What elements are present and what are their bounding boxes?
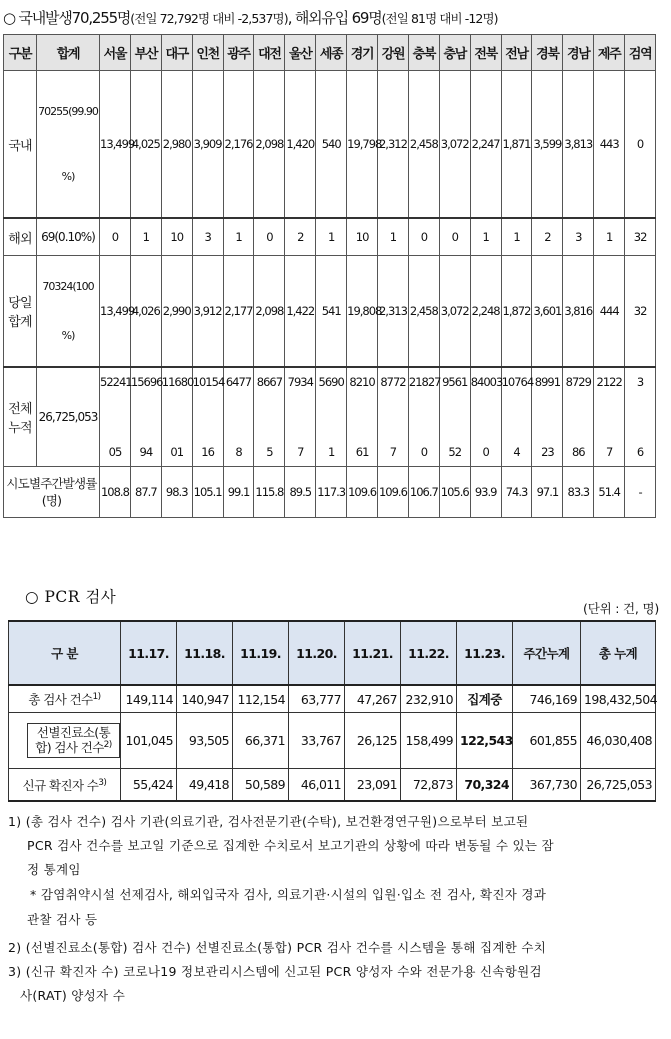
cell-split — [440, 375, 470, 459]
row-label: 해외 — [4, 218, 37, 256]
table-cell — [161, 367, 192, 467]
cell-top: 3 — [636, 375, 644, 389]
note-3-line1: 3) (신규 확진자 수) 코로나19 정보관리시스템에 신고된 PCR 양성자 수와 전문가용 신속항원검 — [8, 964, 542, 979]
footnotes — [8, 810, 658, 1008]
table-cell: 2,990 — [161, 256, 192, 368]
total-cell — [37, 256, 100, 368]
cell-split — [347, 375, 377, 459]
cell-split — [625, 375, 655, 459]
table-cell — [532, 367, 563, 467]
table-cell: 13,499 — [100, 256, 131, 368]
table-cell: 2,313 — [378, 256, 409, 368]
column-header: 11.23. — [457, 621, 513, 685]
column-header: 검역 — [625, 35, 656, 71]
table-header-row — [4, 35, 656, 71]
cell-bottom: 0 — [420, 445, 428, 459]
total-bottom: %) — [61, 329, 75, 342]
cell-bottom: 7 — [297, 445, 304, 459]
table-cell: 33,767 — [289, 713, 345, 769]
column-header: 제주 — [594, 35, 625, 71]
cell-bottom: 94 — [139, 445, 153, 459]
column-header: 강원 — [378, 35, 409, 71]
domestic-count: 70,255명 — [71, 9, 131, 27]
cell-top: 8729 — [565, 375, 591, 389]
table-cell: 99.1 — [223, 467, 254, 518]
domestic-label: 국내발생 — [18, 9, 72, 27]
table-cell: 98.3 — [161, 467, 192, 518]
table-cell — [625, 367, 656, 467]
cell-top: 5690 — [318, 375, 344, 389]
total-top: 70324(100 — [42, 280, 94, 293]
table-cell: 70,324 — [457, 769, 513, 802]
table-cell: 601,855 — [513, 713, 581, 769]
table-cell: 2,177 — [223, 256, 254, 368]
table-cell: 746,169 — [513, 685, 581, 713]
row-label-text: 선별진료소(통합) 검사 건수 — [35, 725, 111, 756]
pcr-test-table — [8, 620, 656, 802]
table-cell — [316, 367, 347, 467]
table-cell: 0 — [254, 218, 285, 256]
column-header: 대구 — [161, 35, 192, 71]
row-label-text: 신규 확진자 수 — [22, 777, 99, 793]
cell-split — [131, 375, 161, 459]
table-cell: 집계중 — [457, 685, 513, 713]
table-cell: 1,420 — [285, 71, 316, 219]
cell-split — [224, 375, 254, 459]
cell-bottom: 23 — [541, 445, 554, 459]
row-label — [9, 713, 121, 769]
table-cell: 13,499 — [100, 71, 131, 219]
table-cell — [130, 367, 161, 467]
table-cell: 74.3 — [501, 467, 532, 518]
column-header: 전북 — [470, 35, 501, 71]
table-cell — [192, 367, 223, 467]
table-cell: 3,813 — [563, 71, 594, 219]
column-header: 충남 — [439, 35, 470, 71]
table-cell: 10 — [347, 218, 378, 256]
column-header: 세종 — [316, 35, 347, 71]
table-cell: 87.7 — [130, 467, 161, 518]
cell-bottom: 7 — [389, 445, 397, 459]
cell-bottom: 7 — [606, 445, 613, 459]
cell-top: 8667 — [256, 375, 283, 389]
table-cell: 1,871 — [501, 71, 532, 219]
cell-split — [409, 375, 439, 459]
column-header: 주간누계 — [513, 621, 581, 685]
domestic-overseas-summary — [3, 7, 668, 28]
row-label — [9, 769, 121, 802]
table-cell — [594, 367, 625, 467]
table-cell: 0 — [100, 218, 131, 256]
row-label — [9, 685, 121, 713]
table-row-daily-total — [4, 256, 656, 368]
table-cell: 1 — [594, 218, 625, 256]
row-label — [4, 256, 37, 368]
table-cell: 108.8 — [100, 467, 131, 518]
note-1-line1: 1) (총 검사 건수) 검사 기관(의료기관, 검사전문기관(수탁), 보건환경연구원)으로부터 보고된 — [8, 814, 529, 829]
table-cell: 19,798 — [347, 71, 378, 219]
table-cell: 2 — [285, 218, 316, 256]
table-cell: 72,873 — [401, 769, 457, 802]
note-2: 2) (선별진료소(통합) 검사 건수) 선별진료소(통합) PCR 검사 건수를 시스템을 통해 집계한 수치 — [8, 940, 547, 955]
table-cell: 1 — [378, 218, 409, 256]
column-header: 11.22. — [401, 621, 457, 685]
table-cell — [347, 367, 378, 467]
table-cell: 198,432,504 — [581, 685, 656, 713]
pcr-row-total-tests — [9, 685, 656, 713]
table-cell: 49,418 — [177, 769, 233, 802]
cell-bottom: 6 — [636, 445, 644, 459]
cell-split — [193, 375, 223, 459]
table-cell: 66,371 — [233, 713, 289, 769]
table-cell — [100, 367, 131, 467]
row-label-box — [27, 723, 120, 757]
table-cell: 105.6 — [439, 467, 470, 518]
column-header: 총 누계 — [581, 621, 656, 685]
table-cell: 51.4 — [594, 467, 625, 518]
cell-split — [378, 375, 408, 459]
overseas-count: 69명 — [351, 9, 382, 27]
table-cell: 32 — [625, 256, 656, 368]
table-cell: 89.5 — [285, 467, 316, 518]
table-cell: 149,114 — [121, 685, 177, 713]
pcr-section-title: ○ PCR 검사 — [25, 588, 117, 606]
table-cell: 2,247 — [470, 71, 501, 219]
column-header: 11.17. — [121, 621, 177, 685]
table-cell: 2 — [532, 218, 563, 256]
table-cell: 23,091 — [345, 769, 401, 802]
column-header: 대전 — [254, 35, 285, 71]
cell-bottom: 01 — [170, 445, 184, 459]
table-cell: 46,030,408 — [581, 713, 656, 769]
table-cell — [408, 367, 439, 467]
table-cell: 109.6 — [347, 467, 378, 518]
cell-split — [563, 375, 593, 459]
overseas-note: (전일 81명 대비 -12명) — [381, 11, 498, 26]
table-cell: 158,499 — [401, 713, 457, 769]
cell-top: 84003 — [470, 375, 503, 389]
cell-top: 52241 — [100, 375, 132, 389]
row-label: 국내 — [4, 71, 37, 219]
table-cell: 10 — [161, 218, 192, 256]
total-cell: 69(0.10%) — [37, 218, 100, 256]
table-cell: 4,026 — [130, 256, 161, 368]
table-cell: 1 — [223, 218, 254, 256]
pcr-header-row — [9, 621, 656, 685]
table-cell: 3,912 — [192, 256, 223, 368]
row-label — [4, 367, 37, 467]
table-cell — [470, 367, 501, 467]
cell-bottom: 0 — [482, 445, 489, 459]
table-cell: 97.1 — [532, 467, 563, 518]
cell-bottom: 86 — [571, 445, 585, 459]
table-cell — [563, 367, 594, 467]
cell-top: 11680 — [161, 375, 194, 389]
column-header: 전남 — [501, 35, 532, 71]
table-cell: 3 — [192, 218, 223, 256]
table-cell: 1 — [501, 218, 532, 256]
table-cell: 1,422 — [285, 256, 316, 368]
cell-split — [254, 375, 284, 459]
overseas-label: 해외유입 — [294, 9, 348, 27]
cell-top: 9561 — [442, 375, 468, 389]
table-cell: 0 — [625, 71, 656, 219]
cell-top: 8210 — [349, 375, 375, 389]
table-cell: 541 — [316, 256, 347, 368]
table-cell — [254, 367, 285, 467]
table-cell: 46,011 — [289, 769, 345, 802]
cell-bottom: 52 — [448, 445, 462, 459]
table-row-cumulative — [4, 367, 656, 467]
table-cell: 2,098 — [254, 256, 285, 368]
column-header: 구분 — [4, 35, 37, 71]
column-header: 합계 — [37, 35, 100, 71]
pcr-row-screening-tests — [9, 713, 656, 769]
table-cell: 106.7 — [408, 467, 439, 518]
cell-bottom: 1 — [328, 445, 335, 459]
table-cell: 101,045 — [121, 713, 177, 769]
cell-split — [285, 375, 315, 459]
footnote-marker: 2) — [103, 740, 112, 751]
column-header: 부산 — [130, 35, 161, 71]
table-cell: 1,872 — [501, 256, 532, 368]
cell-split — [471, 375, 501, 459]
total-bottom: %) — [61, 170, 75, 183]
table-cell: 2,458 — [408, 256, 439, 368]
row-label-line1: 전체 — [8, 402, 32, 417]
table-cell: 63,777 — [289, 685, 345, 713]
table-cell: 444 — [594, 256, 625, 368]
table-cell: 540 — [316, 71, 347, 219]
row-label-text: 총 검사 건수 — [28, 692, 93, 707]
table-cell: 2,098 — [254, 71, 285, 219]
table-cell: 2,248 — [470, 256, 501, 368]
table-cell: 115.8 — [254, 467, 285, 518]
table-cell: 105.1 — [192, 467, 223, 518]
table-row-weekly-rate — [4, 467, 656, 518]
table-row-overseas — [4, 218, 656, 256]
note-3-line2: 사(RAT) 양성자 수 — [20, 988, 126, 1003]
table-cell — [378, 367, 409, 467]
table-cell: 1 — [470, 218, 501, 256]
total-top: 70255(99.90 — [38, 105, 98, 118]
note-1-sub-line1: * 감염취약시설 선제검사, 해외입국자 검사, 의료기관·시설의 입원·입소 전 검사, 확진자 경과 — [30, 887, 547, 902]
column-header: 충북 — [408, 35, 439, 71]
cell-top: 8772 — [380, 375, 406, 389]
cell-top: 6477 — [225, 375, 252, 389]
table-cell: 50,589 — [233, 769, 289, 802]
table-cell: 93.9 — [470, 467, 501, 518]
cell-bottom: 5 — [266, 445, 273, 459]
column-header: 11.20. — [289, 621, 345, 685]
column-header: 11.21. — [345, 621, 401, 685]
cell-split — [594, 375, 624, 459]
cell-top: 10154 — [192, 375, 225, 389]
table-cell: 32 — [625, 218, 656, 256]
table-cell: 117.3 — [316, 467, 347, 518]
column-header: 11.18. — [177, 621, 233, 685]
note-1-sub-line2: 관찰 검사 등 — [27, 912, 98, 927]
cell-top: 21827 — [408, 375, 441, 389]
bullet: ○ — [3, 9, 15, 27]
regional-cases-table — [3, 34, 656, 518]
table-cell — [285, 367, 316, 467]
table-cell: 2,458 — [408, 71, 439, 219]
cell-bottom: 05 — [108, 445, 122, 459]
note-1-line2: PCR 검사 건수를 보고일 기준으로 집계한 수치로서 보고기관의 상황에 따라 변동될 수 있는 잠 — [27, 838, 554, 853]
column-header: 광주 — [223, 35, 254, 71]
table-cell: 3,072 — [439, 256, 470, 368]
cell-bottom: 4 — [513, 445, 520, 459]
table-cell: 3 — [563, 218, 594, 256]
column-header: 경남 — [563, 35, 594, 71]
row-label-line2: 누적 — [8, 421, 32, 436]
table-cell: 3,599 — [532, 71, 563, 219]
domestic-note: (전일 72,792명 대비 -2,537명) — [130, 11, 288, 26]
table-cell: 55,424 — [121, 769, 177, 802]
cell-split — [316, 375, 346, 459]
pcr-row-new-cases — [9, 769, 656, 802]
note-1-line3: 정 통계임 — [27, 862, 81, 877]
table-cell: 0 — [408, 218, 439, 256]
table-cell: 4,025 — [130, 71, 161, 219]
table-cell: 47,267 — [345, 685, 401, 713]
table-cell — [439, 367, 470, 467]
column-header: 울산 — [285, 35, 316, 71]
cell-split — [532, 375, 562, 459]
table-cell: 1 — [316, 218, 347, 256]
table-cell: 112,154 — [233, 685, 289, 713]
cell-top: 7934 — [287, 375, 313, 389]
table-cell: - — [625, 467, 656, 518]
total-cell: 26,725,053 — [37, 367, 100, 467]
column-header: 인천 — [192, 35, 223, 71]
separator: , — [287, 9, 295, 27]
table-cell: 26,725,053 — [581, 769, 656, 802]
table-cell: 3,601 — [532, 256, 563, 368]
cell-split — [502, 375, 532, 459]
row-label — [4, 467, 100, 518]
table-cell: 26,125 — [345, 713, 401, 769]
cell-top: 15696 — [130, 375, 163, 389]
table-cell: 1 — [130, 218, 161, 256]
table-cell: 2,312 — [378, 71, 409, 219]
total-cell — [37, 71, 100, 219]
cell-split — [162, 375, 192, 459]
cell-top: 8991 — [534, 375, 561, 389]
table-cell: 232,910 — [401, 685, 457, 713]
table-cell: 93,505 — [177, 713, 233, 769]
row-label-line2: 합계 — [8, 315, 32, 330]
cell-bottom: 16 — [201, 445, 214, 459]
table-cell: 443 — [594, 71, 625, 219]
table-cell: 367,730 — [513, 769, 581, 802]
table-cell — [223, 367, 254, 467]
row-label-text: 시도별주간발생률(명) — [6, 476, 97, 508]
table-cell: 3,909 — [192, 71, 223, 219]
table-cell: 122,543 — [457, 713, 513, 769]
unit-label: (단위 : 건, 명) — [583, 601, 659, 616]
footnote-marker: 1) — [92, 691, 101, 702]
column-header: 경북 — [532, 35, 563, 71]
column-header: 서울 — [100, 35, 131, 71]
table-cell: 2,176 — [223, 71, 254, 219]
cell-split — [100, 375, 130, 459]
table-row-domestic — [4, 71, 656, 219]
column-header: 11.19. — [233, 621, 289, 685]
footnote-marker: 3) — [98, 777, 107, 788]
table-cell: 83.3 — [563, 467, 594, 518]
cell-top: 2122 — [596, 375, 622, 389]
table-cell: 19,808 — [347, 256, 378, 368]
table-cell: 3,816 — [563, 256, 594, 368]
table-cell: 0 — [439, 218, 470, 256]
column-header: 경기 — [347, 35, 378, 71]
cell-top: 10764 — [501, 375, 534, 389]
cell-bottom: 61 — [355, 445, 369, 459]
table-cell — [501, 367, 532, 467]
row-label-line1: 당일 — [8, 296, 32, 311]
cell-bottom: 8 — [235, 445, 242, 459]
table-cell: 2,980 — [161, 71, 192, 219]
table-cell: 140,947 — [177, 685, 233, 713]
column-header: 구 분 — [9, 621, 121, 685]
table-cell: 109.6 — [378, 467, 409, 518]
table-cell: 3,072 — [439, 71, 470, 219]
